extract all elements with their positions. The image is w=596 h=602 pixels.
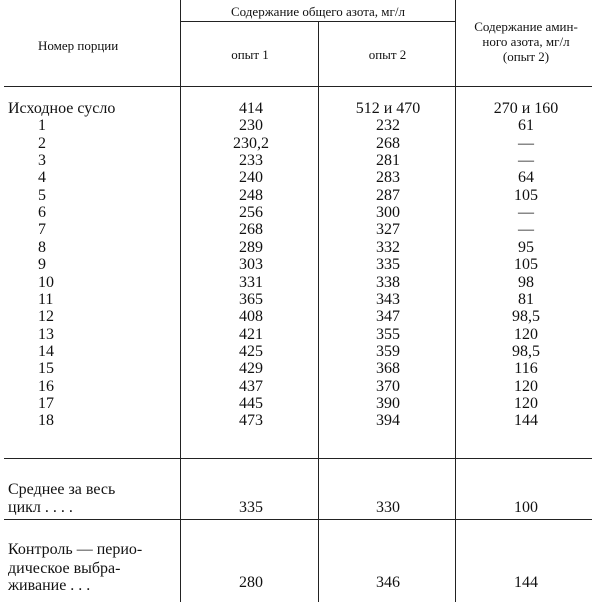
row-value-experiment-2: 287 xyxy=(376,187,400,204)
header-total-nitrogen: Содержание общего азота, мг/л xyxy=(231,4,405,19)
row-value-experiment-2: 368 xyxy=(376,360,400,377)
row-value-experiment-1: 408 xyxy=(239,308,263,325)
row-value-experiment-2: 343 xyxy=(376,291,400,308)
row-value-amine: 144 xyxy=(514,412,538,429)
average-value-experiment-1: 335 xyxy=(239,499,263,516)
row-label: 18 xyxy=(38,412,54,429)
row-value-experiment-2: 332 xyxy=(376,239,400,256)
row-value-amine: — xyxy=(518,152,534,169)
row-value-experiment-1: 414 xyxy=(239,100,263,117)
row-label: 5 xyxy=(38,187,46,204)
header-amine-nitrogen-2: ного азота, мг/л xyxy=(482,34,570,49)
row-label: 11 xyxy=(38,291,54,308)
header-portion-number: Номер порции xyxy=(38,38,119,53)
control-label-line1: Контроль — перио- xyxy=(8,541,143,558)
row-value-experiment-2: 268 xyxy=(376,135,400,152)
row-value-amine: 98 xyxy=(518,274,534,291)
control-label-line2: дическое выбра- xyxy=(8,560,121,577)
row-value-amine: 98,5 xyxy=(512,343,540,360)
row-value-experiment-1: 268 xyxy=(239,221,263,238)
average-value-experiment-2: 330 xyxy=(376,499,400,516)
row-value-experiment-2: 335 xyxy=(376,256,400,273)
average-label-line2: цикл . . . . xyxy=(8,499,73,516)
row-label: 1 xyxy=(38,117,46,134)
row-value-experiment-1: 256 xyxy=(239,204,263,221)
row-value-experiment-2: 327 xyxy=(376,221,400,238)
row-value-amine: 81 xyxy=(518,291,534,308)
row-value-amine: — xyxy=(518,221,534,238)
control-label-line3: живание . . . xyxy=(8,577,91,594)
control-value-experiment-2: 346 xyxy=(376,574,400,591)
row-value-experiment-1: 248 xyxy=(239,187,263,204)
row-value-experiment-2: 300 xyxy=(376,204,400,221)
row-value-amine: 95 xyxy=(518,239,534,256)
row-value-amine: 120 xyxy=(514,378,538,395)
row-value-experiment-2: 390 xyxy=(376,395,400,412)
row-value-experiment-2: 347 xyxy=(376,308,400,325)
row-value-experiment-1: 425 xyxy=(239,343,263,360)
row-label: 4 xyxy=(38,169,46,186)
header-bottom-rule xyxy=(4,86,592,87)
row-value-experiment-2: 281 xyxy=(376,152,400,169)
control-value-experiment-1: 280 xyxy=(239,574,263,591)
row-value-amine: 270 и 160 xyxy=(493,100,559,117)
row-value-experiment-1: 230,2 xyxy=(233,135,269,152)
row-value-amine: — xyxy=(518,135,534,152)
row-value-experiment-1: 437 xyxy=(239,378,263,395)
row-label: 12 xyxy=(38,308,54,325)
row-value-amine: 64 xyxy=(518,169,534,186)
row-value-experiment-2: 512 и 470 xyxy=(355,100,421,117)
row-label: 7 xyxy=(38,221,46,238)
row-value-experiment-2: 370 xyxy=(376,378,400,395)
row-value-amine: 120 xyxy=(514,326,538,343)
row-label: 10 xyxy=(38,274,54,291)
average-top-rule xyxy=(4,458,592,459)
row-value-experiment-1: 240 xyxy=(239,169,263,186)
control-top-rule xyxy=(4,519,592,520)
row-value-experiment-1: 303 xyxy=(239,256,263,273)
row-value-experiment-2: 394 xyxy=(376,412,400,429)
average-label-line1: Среднее за весь xyxy=(8,481,116,498)
row-value-experiment-1: 429 xyxy=(239,360,263,377)
row-label: 17 xyxy=(38,395,54,412)
average-value-amine: 100 xyxy=(514,499,538,516)
row-label: Исходное сусло xyxy=(8,100,116,117)
row-label: 3 xyxy=(38,152,46,169)
row-value-experiment-1: 230 xyxy=(239,117,263,134)
row-label: 8 xyxy=(38,239,46,256)
header-experiment-1: опыт 1 xyxy=(231,47,269,62)
row-value-amine: 61 xyxy=(518,117,534,134)
row-value-amine: — xyxy=(518,204,534,221)
row-value-experiment-1: 289 xyxy=(239,239,263,256)
row-value-amine: 98,5 xyxy=(512,308,540,325)
row-label: 15 xyxy=(38,360,54,377)
row-value-experiment-1: 365 xyxy=(239,291,263,308)
row-label: 9 xyxy=(38,256,46,273)
row-value-experiment-2: 232 xyxy=(376,117,400,134)
row-value-experiment-2: 283 xyxy=(376,169,400,186)
row-label: 2 xyxy=(38,135,46,152)
row-value-amine: 116 xyxy=(514,360,538,377)
header-amine-nitrogen-1: Содержание амин- xyxy=(474,19,578,34)
row-label: 14 xyxy=(38,343,54,360)
row-value-experiment-1: 233 xyxy=(239,152,263,169)
row-value-amine: 120 xyxy=(514,395,538,412)
row-value-experiment-2: 338 xyxy=(376,274,400,291)
control-value-amine: 144 xyxy=(514,574,538,591)
row-value-experiment-1: 421 xyxy=(239,326,263,343)
row-value-amine: 105 xyxy=(514,187,538,204)
header-experiment-2: опыт 2 xyxy=(368,47,407,62)
row-value-experiment-1: 473 xyxy=(239,412,263,429)
row-label: 13 xyxy=(38,326,54,343)
row-value-amine: 105 xyxy=(514,256,538,273)
row-value-experiment-1: 445 xyxy=(239,395,263,412)
header-amine-nitrogen-3: (опыт 2) xyxy=(502,49,550,64)
row-value-experiment-2: 355 xyxy=(376,326,400,343)
column-divider-1 xyxy=(180,0,181,602)
row-value-experiment-2: 359 xyxy=(376,343,400,360)
row-label: 6 xyxy=(38,204,46,221)
row-label: 16 xyxy=(38,378,54,395)
row-value-experiment-1: 331 xyxy=(239,274,263,291)
